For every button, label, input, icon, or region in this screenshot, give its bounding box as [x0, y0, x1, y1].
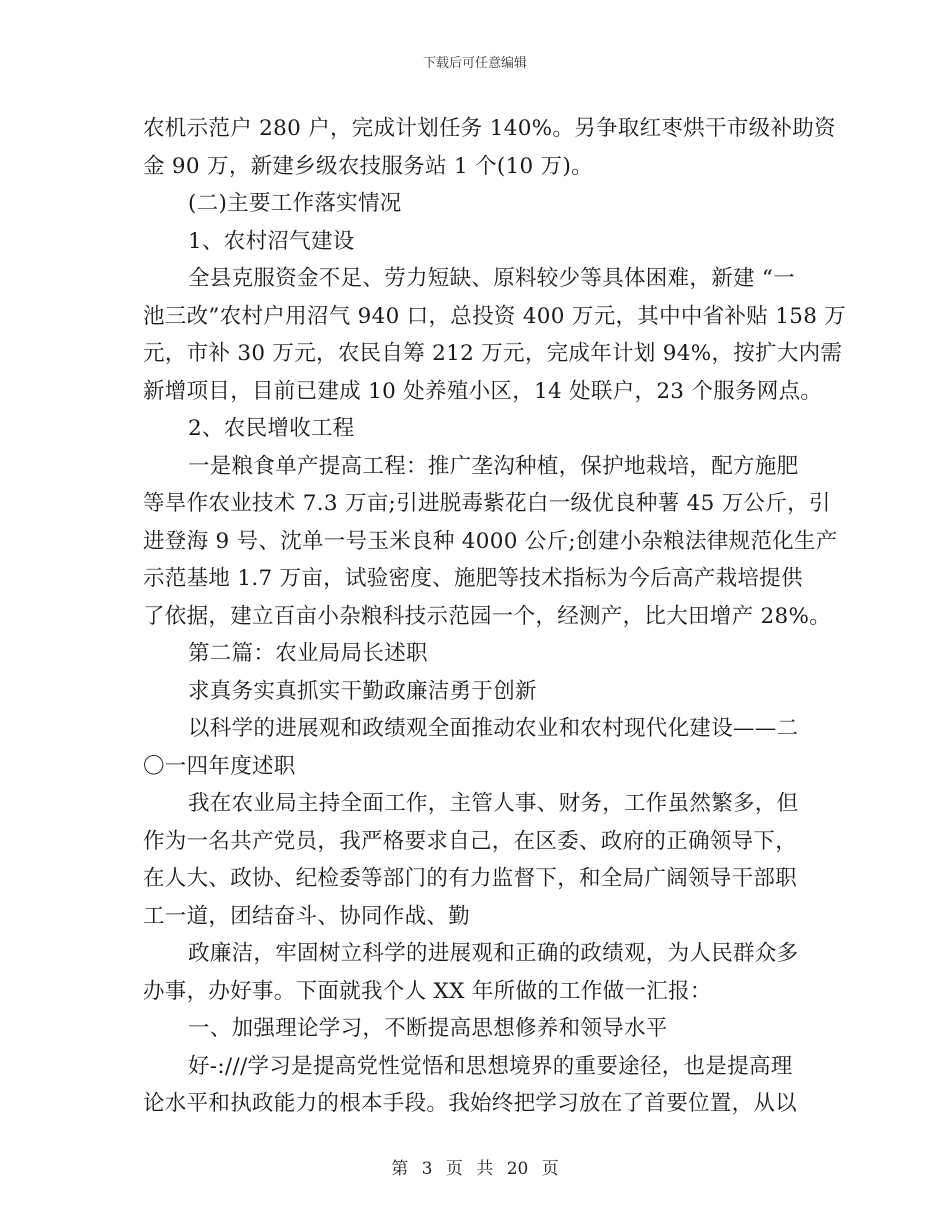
text-line: 农机示范户 280 户，完成计划任务 140%。另争取红枣烘干市级补助资 — [143, 116, 836, 141]
text-line: 政廉洁，牢固树立科学的进展观和正确的政绩观，为人民群众多 — [188, 941, 799, 966]
text-line: 〇一四年度述职 — [143, 753, 296, 779]
page-number: 第 3 页 共 20 页 — [391, 1159, 559, 1179]
page-header: 下载后可任意编辑 — [422, 56, 527, 71]
text-line: 以科学的进展观和政绩观全面推动农业和农村现代化建设——二 — [188, 716, 799, 741]
text-line: 金 90 万，新建乡级农技服务站 1 个(10 万)。 — [143, 153, 593, 179]
text-line: 作为一名共产党员，我严格要求自己，在区委、政府的正确领导下， — [143, 828, 798, 854]
text-line: (二)主要工作落实情况 — [188, 191, 402, 216]
text-line: 元，市补 30 万元，农民自筹 212 万元，完成年计划 94%，按扩大内需 — [143, 341, 843, 366]
text-line: 求真务实真抓实干勤政廉洁勇于创新 — [188, 678, 537, 704]
text-line: 我在农业局主持全面工作，主管人事、财务，工作虽然繁多，但 — [188, 791, 799, 816]
text-line: 池三改”农村户用沼气 940 口，总投资 400 万元，其中中省补贴 158 万 — [143, 303, 847, 329]
document-body — [143, 110, 847, 1123]
text-line: 等旱作农业技术 7.3 万亩;引进脱毒紫花白一级优良种薯 45 万公斤，引 — [143, 491, 831, 516]
text-line: 第二篇：农业局局长述职 — [188, 641, 428, 666]
text-line: 论水平和执政能力的根本手段。我始终把学习放在了首要位置，从以 — [143, 1091, 798, 1116]
text-line: 工一道，团结奋斗、协同作战、勤 — [143, 903, 471, 929]
text-line: 全县克服资金不足、劳力短缺、原料较少等具体困难，新建 “一 — [188, 266, 796, 291]
text-line: 好-:///学习是提高党性觉悟和思想境界的重要途径，也是提高理 — [188, 1053, 793, 1079]
text-line: 1、农村沼气建设 — [188, 228, 355, 254]
text-line: 2、农民增收工程 — [188, 416, 355, 441]
text-line: 了依据，建立百亩小杂粮科技示范园一个，经测产，比大田增产 28%。 — [143, 603, 832, 629]
text-line: 进登海 9 号、沈单一号玉米良种 4000 公斤;创建小杂粮法律规范化生产 — [143, 528, 838, 554]
text-line: 新增项目，目前已建成 10 处养殖小区，14 处联户，23 个服务网点。 — [143, 378, 823, 404]
text-line: 在人大、政协、纪检委等部门的有力监督下，和全局广阔领导干部职 — [143, 866, 798, 891]
text-line: 一是粮食单产提高工程：推广垄沟种植，保护地栽培，配方施肥 — [188, 453, 799, 479]
text-line: 一、加强理论学习，不断提高思想修养和领导水平 — [188, 1016, 668, 1041]
text-line: 示范基地 1.7 万亩，试验密度、施肥等技术指标为今后高产栽培提供 — [143, 566, 803, 591]
text-line: 办事，办好事。下面就我个人 XX 年所做的工作做一汇报： — [143, 978, 712, 1004]
